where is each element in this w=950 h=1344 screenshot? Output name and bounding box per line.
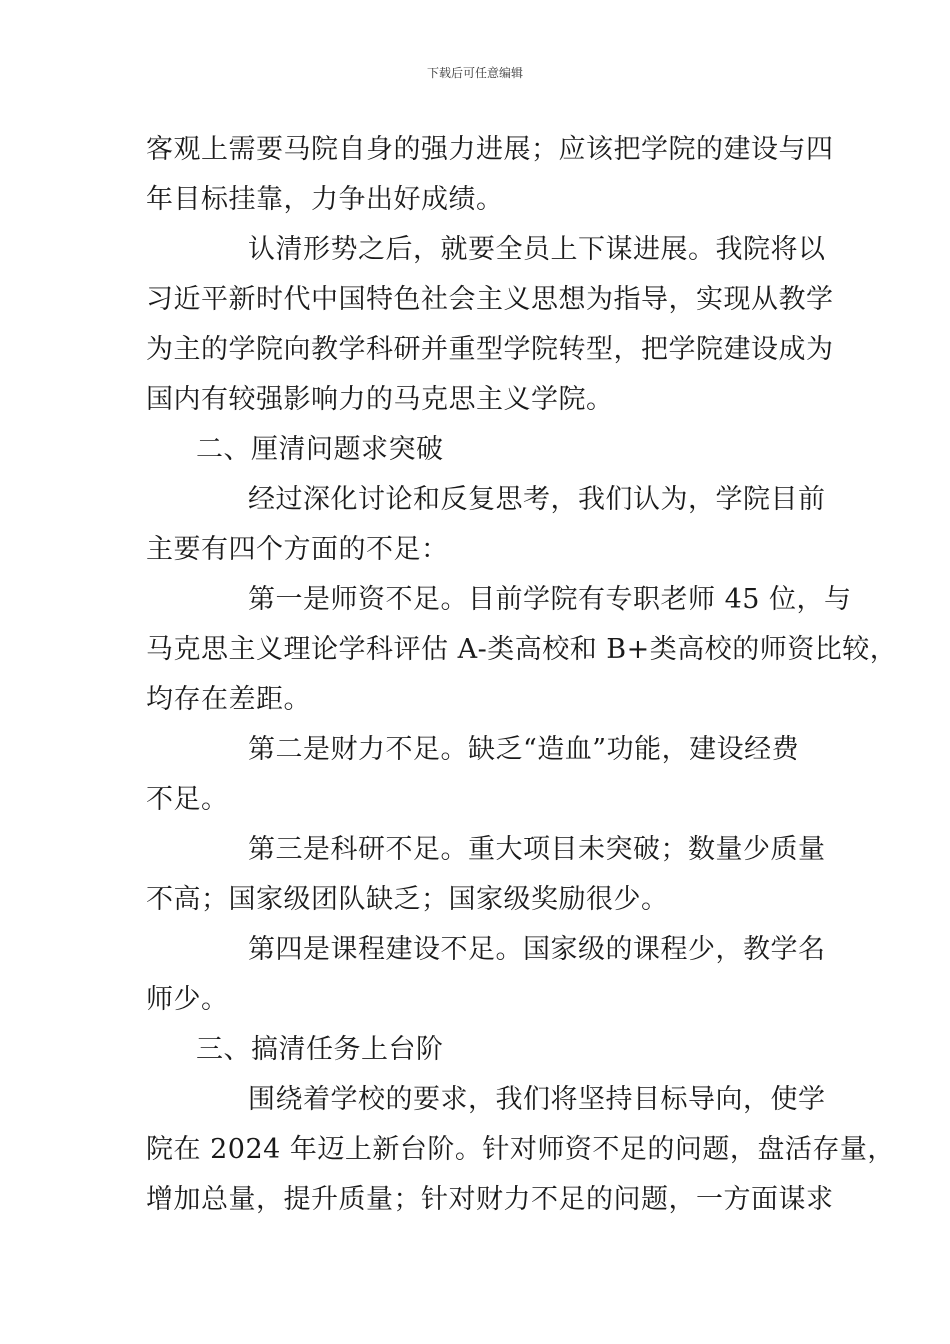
text-line: 年目标挂靠，力争出好成绩。	[146, 184, 504, 215]
text-line: 为主的学院向教学科研并重型学院转型，把学院建设成为	[146, 334, 834, 365]
text-line: 增加总量，提升质量；针对财力不足的问题，一方面谋求	[146, 1184, 834, 1215]
text-line: 均存在差距。	[146, 684, 311, 715]
paragraph-start-line: 围绕着学校的要求，我们将坚持目标导向，使学	[248, 1084, 826, 1115]
text-line: 客观上需要马院自身的强力进展；应该把学院的建设与四	[146, 134, 834, 165]
text-line: 国内有较强影响力的马克思主义学院。	[146, 384, 614, 415]
document-body	[146, 125, 898, 1225]
text-line: 不足。	[146, 784, 229, 815]
section-heading-2: 二、厘清问题求突破	[196, 434, 444, 465]
paragraph-start-line: 第三是科研不足。重大项目未突破；数量少质量	[248, 834, 826, 865]
text-line: 主要有四个方面的不足：	[146, 534, 449, 565]
text-line: 不高；国家级团队缺乏；国家级奖励很少。	[146, 884, 669, 915]
paragraph-start-line: 第四是课程建设不足。国家级的课程少，教学名	[248, 934, 826, 965]
paragraph-start-line: 经过深化讨论和反复思考，我们认为，学院目前	[248, 484, 826, 515]
paragraph-start-line: 第二是财力不足。缺乏“造血”功能，建设经费	[248, 734, 800, 765]
page-header-note: 下载后可任意编辑	[426, 66, 523, 80]
text-line: 院在 2024 年迈上新台阶。针对师资不足的问题，盘活存量，	[146, 1134, 895, 1165]
text-line: 师少。	[146, 984, 229, 1015]
text-line: 马克思主义理论学科评估 A-类高校和 B+类高校的师资比较，	[146, 634, 898, 665]
paragraph-start-line: 第一是师资不足。目前学院有专职老师 45 位，与	[248, 584, 852, 615]
text-line: 习近平新时代中国特色社会主义思想为指导，实现从教学	[146, 284, 834, 315]
section-heading-3: 三、搞清任务上台阶	[196, 1034, 444, 1065]
paragraph-start-line: 认清形势之后，就要全员上下谋进展。我院将以	[248, 234, 826, 265]
